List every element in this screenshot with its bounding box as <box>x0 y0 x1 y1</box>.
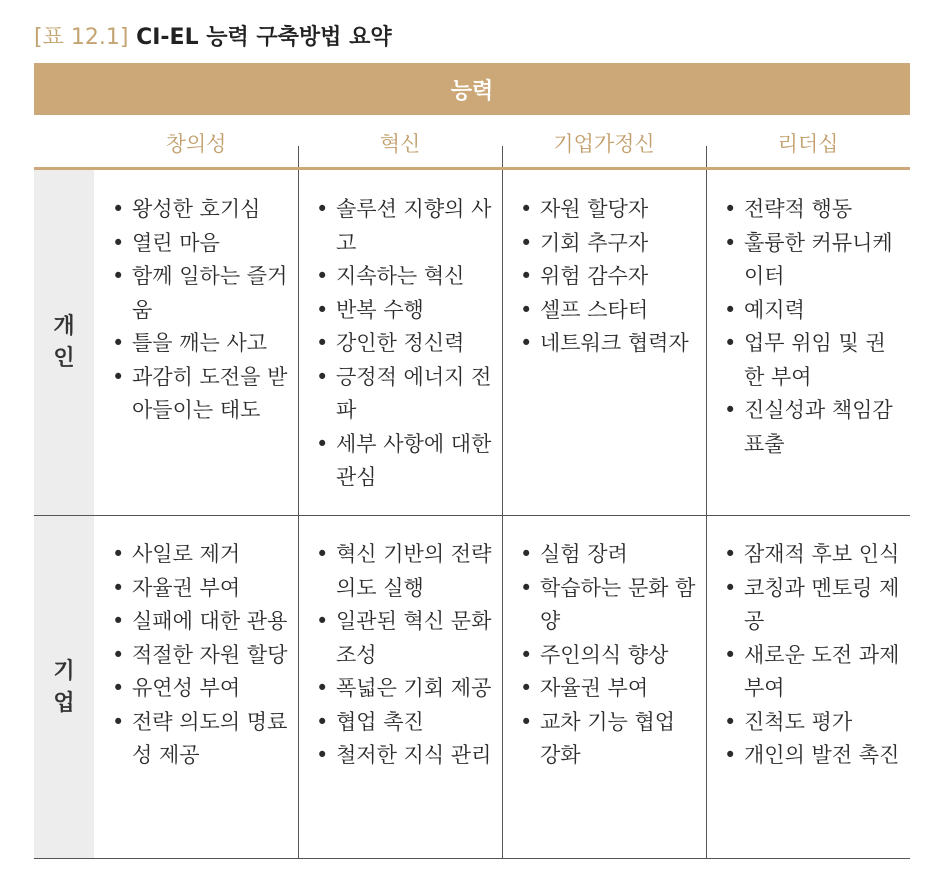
list-item: • 자율권 부여 <box>112 572 292 606</box>
header-banner: 능력 <box>34 63 910 115</box>
header-divider <box>706 146 707 168</box>
list-item: • 업무 위임 및 권한 부여 <box>724 327 904 394</box>
list-item: • 적절한 자원 할당 <box>112 639 292 673</box>
header-rule <box>34 167 910 170</box>
list-item: • 함께 일하는 즐거움 <box>112 260 292 327</box>
cell-organization-leadership <box>724 538 904 773</box>
table-title: CI-EL 능력 구축방법 요약 <box>136 25 392 50</box>
list-item: • 진실성과 책임감 표출 <box>724 394 904 461</box>
list-item: • 유연성 부여 <box>112 672 292 706</box>
table-caption <box>34 20 392 51</box>
cell-organization-creativity <box>112 538 292 773</box>
list-item: • 사일로 제거 <box>112 538 292 572</box>
list-item: • 지속하는 혁신 <box>316 260 496 294</box>
list-item: • 교차 기능 협업 강화 <box>520 706 700 773</box>
list-item: • 자율권 부여 <box>520 672 700 706</box>
list-item: • 열린 마음 <box>112 227 292 261</box>
cell-individual-innovation <box>316 193 496 495</box>
header-divider <box>298 146 299 168</box>
list-item: • 강인한 정신력 <box>316 327 496 361</box>
list-item: • 철저한 지식 관리 <box>316 739 496 773</box>
list-item: • 네트워크 협력자 <box>520 327 700 361</box>
list-item: • 반복 수행 <box>316 294 496 328</box>
list-item: • 진척도 평가 <box>724 706 904 740</box>
list-item: • 실험 장려 <box>520 538 700 572</box>
row-header-label: 개인 <box>53 313 75 371</box>
list-item: • 협업 촉진 <box>316 706 496 740</box>
list-item: • 폭넓은 기회 제공 <box>316 672 496 706</box>
column-header-creativity: 창의성 <box>165 132 227 156</box>
list-item: • 틀을 깨는 사고 <box>112 327 292 361</box>
list-item: • 훌륭한 커뮤니케이터 <box>724 227 904 294</box>
list-item: • 과감히 도전을 받아들이는 태도 <box>112 361 292 428</box>
list-item: • 실패에 대한 관용 <box>112 605 292 639</box>
list-item: • 왕성한 호기심 <box>112 193 292 227</box>
list-item: • 세부 사항에 대한 관심 <box>316 428 496 495</box>
cell-individual-leadership <box>724 193 904 461</box>
column-header-innovation: 혁신 <box>379 132 421 156</box>
list-item: • 잠재적 후보 인식 <box>724 538 904 572</box>
list-item: • 긍정적 에너지 전파 <box>316 361 496 428</box>
list-item: • 전략 의도의 명료성 제공 <box>112 706 292 773</box>
row-header-label: 기업 <box>53 658 75 716</box>
list-item: • 예지력 <box>724 294 904 328</box>
list-item: • 기회 추구자 <box>520 227 700 261</box>
row-header-individual <box>34 170 94 515</box>
list-item: • 위험 감수자 <box>520 260 700 294</box>
table-number: [표 12.1] <box>34 25 129 50</box>
list-item: • 새로운 도전 과제 부여 <box>724 639 904 706</box>
row-header-organization <box>34 516 94 859</box>
cell-individual-creativity <box>112 193 292 428</box>
cell-organization-entrepreneurship <box>520 538 700 773</box>
column-header-entrepreneurship: 기업가정신 <box>553 132 655 156</box>
list-item: • 일관된 혁신 문화 조성 <box>316 605 496 672</box>
list-item: • 개인의 발전 촉진 <box>724 739 904 773</box>
list-item: • 자원 할당자 <box>520 193 700 227</box>
list-item: • 전략적 행동 <box>724 193 904 227</box>
list-item: • 코칭과 멘토링 제공 <box>724 572 904 639</box>
list-item: • 혁신 기반의 전략 의도 실행 <box>316 538 496 605</box>
cell-individual-entrepreneurship <box>520 193 700 361</box>
row-divider <box>34 515 910 516</box>
list-item: • 셀프 스타터 <box>520 294 700 328</box>
list-item: • 솔루션 지향의 사고 <box>316 193 496 260</box>
table-bottom-rule <box>34 858 910 859</box>
list-item: • 주인의식 향상 <box>520 639 700 673</box>
column-header-leadership: 리더십 <box>777 132 839 156</box>
cell-organization-innovation <box>316 538 496 773</box>
header-divider <box>502 146 503 168</box>
list-item: • 학습하는 문화 함양 <box>520 572 700 639</box>
